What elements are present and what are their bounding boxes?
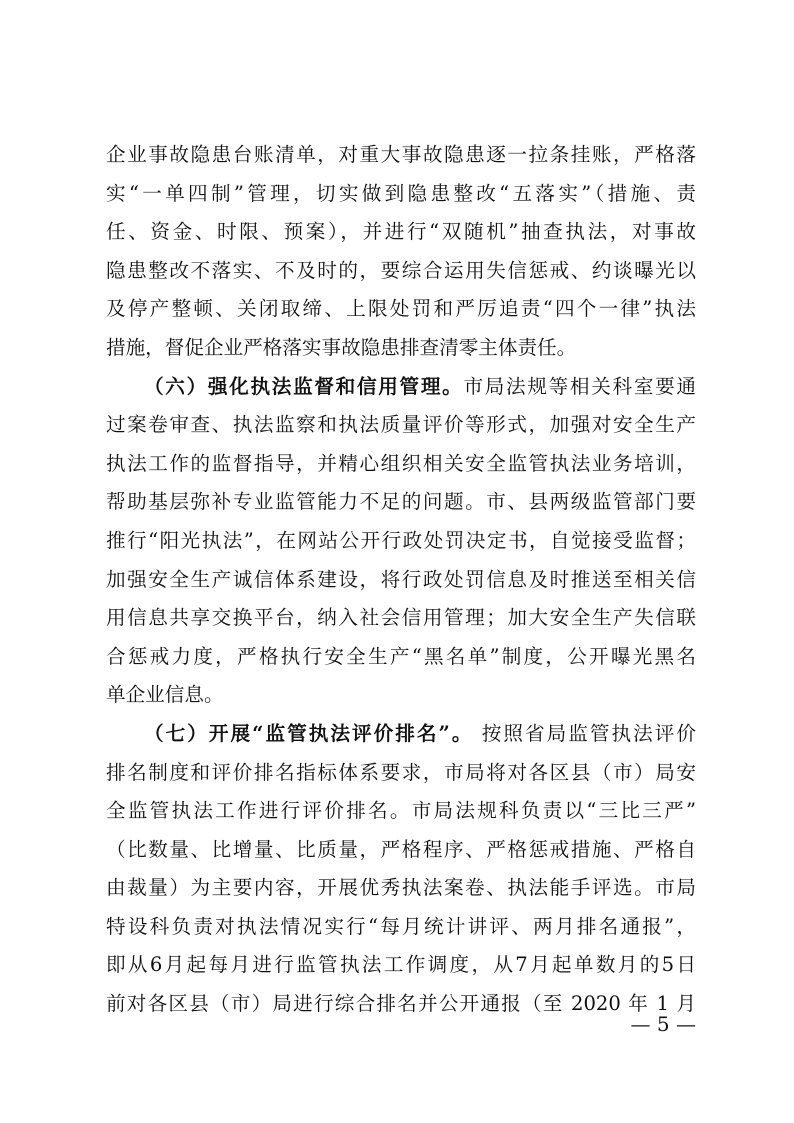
text-line: 实“一单四制”管理，切实做到隐患整改“五落实”（措施、责 [106, 181, 696, 205]
text-line: 合惩戒力度，严格执行安全生产“黑名单”制度，公开曝光黑名 [106, 644, 696, 668]
body-text [106, 136, 696, 1024]
text-line: 排名制度和评价排名指标体系要求，市局将对各区县（市）局安 [106, 760, 696, 784]
text-run: 市局法规等相关科室要通 [463, 374, 697, 398]
text-line: 前对各区县（市）局进行综合排名并公开通报（至 2020 年 1 月 [106, 992, 696, 1016]
text-line: 执法工作的监督指导，并精心组织相关安全监管执法业务培训， [106, 451, 696, 475]
text-line: 用信息共享交换平台，纳入社会信用管理；加大安全生产失信联 [106, 606, 696, 630]
text-line: 单企业信息。 [106, 683, 224, 707]
text-line: 过案卷审查、执法监察和执法质量评价等形式，加强对安全生产 [106, 413, 696, 437]
text-line: 及停产整顿、关闭取缔、上限处罚和严厉追责“四个一律”执法 [106, 297, 696, 321]
text-line: 企业事故隐患台账清单，对重大事故隐患逐一拉条挂账，严格落 [106, 143, 696, 166]
text-line: 隐患整改不落实、不及时的，要综合运用失信惩戒、约谈曝光以 [106, 258, 696, 282]
page-number: — 5 — [630, 1012, 696, 1036]
text-line: 任、资金、时限、预案），并进行“双随机”抽查执法，对事故 [106, 220, 696, 244]
text-line: （比数量、比增量、比质量，严格程序、严格惩戒措施、严格自 [106, 837, 696, 861]
text-line: 特设科负责对执法情况实行“每月统计讲评、两月排名通报”， [106, 914, 696, 938]
text-line: 由裁量）为主要内容，开展优秀执法案卷、执法能手评选。市局 [106, 876, 696, 900]
text-line: 推行“阳光执法”，在网站公开行政处罚决定书，自觉接受监督； [106, 528, 696, 552]
paragraph-continued [106, 136, 696, 368]
text-line: 加强安全生产诚信体系建设，将行政处罚信息及时推送至相关信 [106, 567, 696, 591]
paragraph-section-7 [106, 715, 696, 1024]
text-line: 即从6月起每月进行监管执法工作调度，从7月起单数月的5日 [106, 953, 696, 977]
text-run: 按照省局监管执法评价 [473, 721, 696, 745]
text-line-first [106, 368, 696, 407]
text-line: 全监管执法工作进行评价排名。市局法规科负责以“三比三严” [106, 799, 696, 823]
text-line: 措施，督促企业严格落实事故隐患排查清零主体责任。 [106, 335, 577, 359]
section-heading-6: （六）强化执法监督和信用管理。 [144, 374, 464, 398]
text-line: 帮助基层弥补专业监管能力不足的问题。市、县两级监管部门要 [106, 490, 696, 514]
paragraph-section-6 [106, 368, 696, 715]
text-line-first [106, 715, 696, 754]
section-heading-7: （七）开展“监管执法评价排名”。 [144, 721, 474, 745]
